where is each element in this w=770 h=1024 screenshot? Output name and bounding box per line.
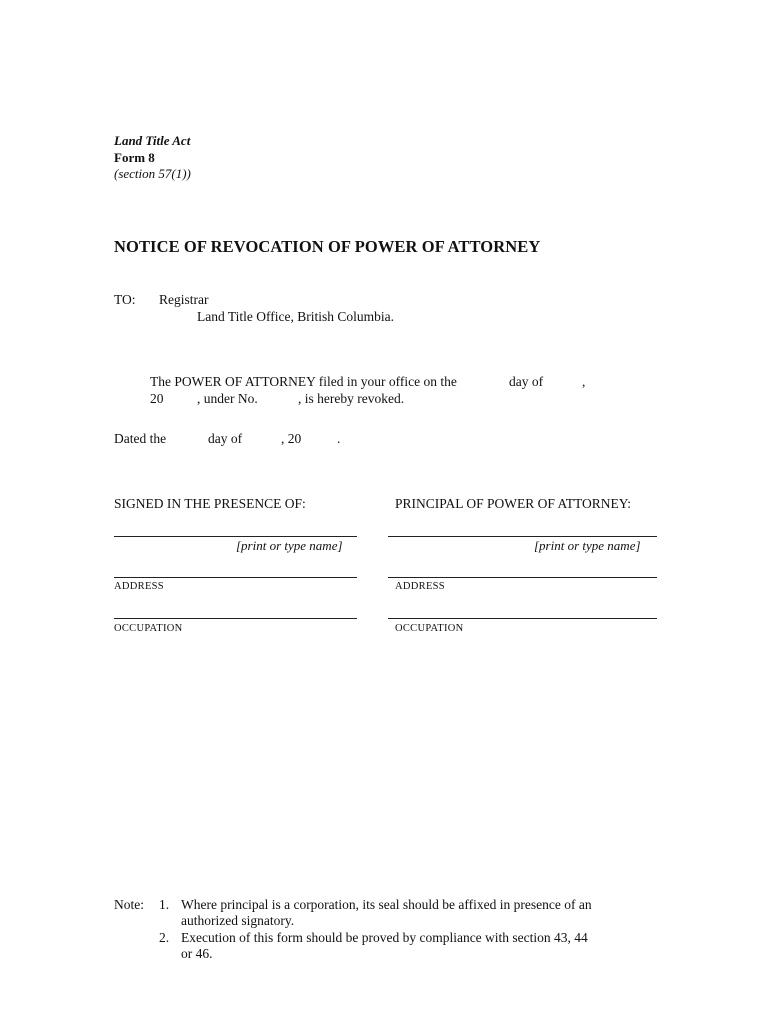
witness-heading: SIGNED IN THE PRESENCE OF: — [114, 496, 306, 511]
body-line2-revoked: , is hereby revoked. — [298, 391, 405, 406]
principal-occupation-label: OCCUPATION — [395, 623, 464, 634]
principal-occupation-line — [388, 618, 657, 619]
act-name: Land Title Act — [114, 133, 191, 148]
document-title: NOTICE OF REVOCATION OF POWER OF ATTORNEY — [114, 237, 541, 256]
dated-period: . — [337, 431, 341, 446]
note-2-line2: or 46. — [181, 946, 213, 961]
witness-signature-line — [114, 536, 357, 537]
principal-signature-line — [388, 536, 657, 537]
note-1-line2: authorized signatory. — [181, 913, 295, 928]
body-line1-text: The POWER OF ATTORNEY filed in your office on the — [150, 374, 457, 389]
dated-year: , 20 — [281, 431, 302, 446]
principal-print-name-label: [print or type name] — [534, 538, 641, 553]
witness-occupation-label: OCCUPATION — [114, 623, 183, 634]
form-number: Form 8 — [114, 150, 155, 165]
note-2-number: 2. — [159, 930, 170, 945]
note-1-number: 1. — [159, 897, 170, 912]
witness-print-name-label: [print or type name] — [236, 538, 343, 553]
principal-address-line — [388, 577, 657, 578]
witness-address-label: ADDRESS — [114, 581, 164, 592]
body-line1-comma: , — [582, 374, 586, 389]
witness-occupation-line — [114, 618, 357, 619]
body-line2-underno: , under No. — [197, 391, 258, 406]
witness-address-line — [114, 577, 357, 578]
body-line1-dayof: day of — [509, 374, 544, 389]
principal-address-label: ADDRESS — [395, 581, 445, 592]
to-registrar: Registrar — [159, 292, 209, 307]
body-line2-year: 20 — [150, 391, 164, 406]
note-label: Note: — [114, 897, 144, 912]
principal-heading: PRINCIPAL OF POWER OF ATTORNEY: — [395, 496, 632, 511]
to-label: TO: — [114, 292, 136, 307]
note-1-line1: Where principal is a corporation, its seal should be affixed in presence of an — [181, 897, 592, 912]
section-reference: (section 57(1)) — [114, 166, 191, 181]
dated-label: Dated the — [114, 431, 167, 446]
note-2-line1: Execution of this form should be proved by compliance with section 43, 44 — [181, 930, 588, 945]
dated-dayof: day of — [208, 431, 243, 446]
to-office: Land Title Office, British Columbia. — [197, 309, 394, 324]
